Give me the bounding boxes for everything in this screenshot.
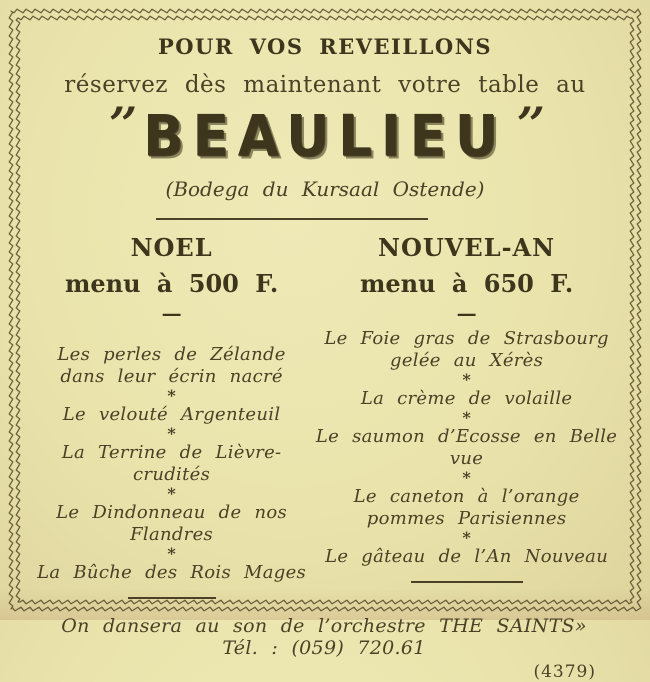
footer-orchestra-line: On dansera au son de l’orchestre THE SAINTS» Tél. : (059) 720.61 [61, 615, 587, 659]
menu-noel-dash: — [161, 301, 182, 325]
brand-close-quote: ’’ [516, 97, 541, 151]
brand-name: BEAULIEU [143, 103, 507, 170]
item-separator: * [167, 386, 176, 405]
menu-nouvel-an-price: menu à 650 F. [359, 269, 574, 298]
menu-item: La Terrine de Lièvre-crudités [61, 442, 282, 485]
item-separator: * [462, 370, 471, 389]
brand-open-quote: ’’ [109, 97, 134, 151]
menu-item: Le caneton à l’orange pommes Parisiennes [353, 486, 580, 529]
item-separator: * [167, 484, 176, 503]
menu-nouvel-an-dash: — [456, 301, 477, 325]
headline-subline: réservez dès maintenant votre table au [64, 72, 586, 98]
item-separator: * [462, 528, 471, 547]
headline-kicker: POUR VOS REVEILLONS [157, 34, 493, 59]
menu-item: La Bûche des Rois Mages [37, 562, 307, 583]
brand-title [30, 97, 620, 170]
item-separator: * [462, 468, 471, 487]
item-separator: * [167, 544, 176, 563]
menu-nouvel-an-items [313, 328, 620, 568]
menu-noel-items [30, 344, 313, 584]
menu-columns [30, 233, 620, 599]
menu-item: Le velouté Argenteuil [62, 404, 281, 425]
menu-item: La crème de volaille [360, 388, 573, 409]
item-separator: * [462, 408, 471, 427]
menu-noel-end-rule [128, 597, 216, 599]
menu-item: Le gâteau de l’An Nouveau [325, 546, 609, 567]
footer-reference-number: (4379) [533, 662, 596, 682]
menu-item: Les perles de Zélande dans leur écrin nacré [57, 344, 286, 387]
header-divider-rule [156, 218, 428, 220]
menu-noel-price: menu à 500 F. [64, 269, 279, 298]
menu-item: Le saumon d’Ecosse en Belle vue [315, 426, 618, 469]
footer [30, 615, 620, 682]
venue-line: (Bodega du Kursaal Ostende) [165, 177, 485, 201]
menu-item: Le Foie gras de Strasbourg gelée au Xérès [324, 328, 609, 371]
menu-noel [30, 233, 313, 599]
menu-nouvel-an [313, 233, 620, 599]
menu-noel-title: NOEL [130, 233, 213, 262]
menu-item: Le Dindonneau de nos Flandres [56, 502, 288, 545]
menu-nouvel-an-title: NOUVEL-AN [378, 233, 556, 262]
item-separator: * [167, 424, 176, 443]
menu-nouvel-an-end-rule [411, 581, 523, 583]
